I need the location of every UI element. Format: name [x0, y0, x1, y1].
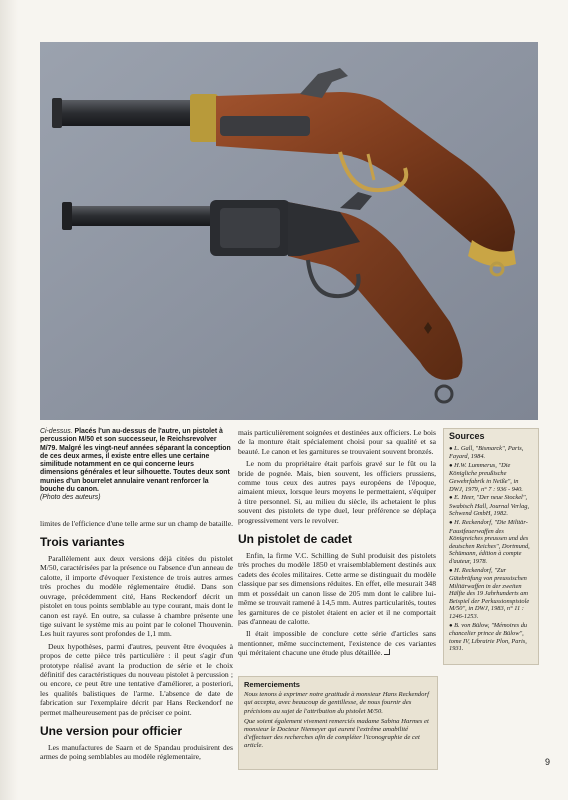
bullet-icon: ● — [449, 445, 455, 452]
paragraph-intro: limites de l'efficience d'une telle arme sur un champ de bataille. — [40, 518, 233, 528]
caption-credit: (Photo des auteurs) — [40, 494, 101, 502]
paragraph — [238, 629, 436, 657]
heading-pistolet-cadet: Un pistolet de cadet — [238, 532, 353, 547]
paragraph: Enfin, la firme V.C. Schilling de Suhl produisit des pistolets très proches du modèle 1850 et vraisemblablement destinés aux cadets des écoles militaires. Cette arme se distinguait du modèle classique par ses dimensions réduites. En effet, elle mesurait 348 mm et possédait un canon lisse de 205 mm dont le calibre lui-même se trouvait ramené à 14,5 mm. Autres particularités, toutes les garnitures de ce pistolet étaient en acier et il ne comportait pas d'anneau de calotte. — [238, 551, 436, 626]
bullet-icon: ● — [449, 622, 455, 629]
sources-title: Sources — [449, 431, 485, 441]
page-edge — [0, 0, 18, 800]
caption-body: Placés l'un au-dessus de l'autre, un pistolet à percussion M/50 et son successeur, le Reichsrevolver M/79. Malgré les vingt-neuf années séparant la conception de ces deux armes, il existe entre elles une certaine similitude notamment en ce qui concerne leurs dimensions générales et leur silhouette. Toutes deux sont munies d'un bourrelet annulaire venant renforcer la bouche du canon. — [40, 428, 231, 494]
end-of-article-mark — [384, 649, 390, 655]
source-item: ● E. Heer, "Der neue Stockel", Swabisch Hall, Journal Verlag, Schwend GmbH, 1982. — [449, 494, 530, 518]
acknowledgements-box — [238, 676, 438, 770]
bullet-icon: ● — [449, 567, 455, 574]
column-2 — [238, 428, 436, 661]
pistols-illustration — [40, 42, 538, 420]
source-item: ● B. von Bülow, "Mémoires du chancelier prince de Bülow", tome IV, Librairie Plon, Paris, 1931. — [449, 621, 528, 653]
paragraph: Parallèlement aux deux versions déjà citées du pistolet M/50, caractérisées par la présence ou l'absence d'un anneau de calotte, il importe d'évoquer l'existence de trois autres armes très proches du modèle réglementaire étudié. Dans son ouvrage, précédemment cité, Hans Reckendorf décrit un pistolet en tous points semblable au type courant, mais dont le canon est rayé. En outre, sa culasse à chambre présente une tige suivant le système mis au point par le colonel Thouvenin. Les huit rayures sont profondes de 1,1 mm. — [40, 554, 233, 639]
heading-trois-variantes: Trois variantes — [40, 535, 125, 550]
paragraph: Les manufactures de Saarn et de Spandau produisirent des armes de poing semblables au modèle réglementaire, — [40, 742, 233, 762]
source-item: ● H. Reckendorf, "Zur Gütebrüfung von preussischen Militärwaffen in der zweiten Hälfte des 19 Jahrhunderts am Beispiel der Perkussionspistole M/50", in DWJ, 1983, n° 11 : 1246-1253. — [449, 566, 530, 621]
bullet-icon: ● — [449, 495, 455, 502]
acknowledgements-paragraph: Nous tenons à exprimer notre gratitude à monsieur Hans Reckendorf qui accepta, avec beaucoup de gentillesse, de nous fournir des précisions au sujet de l'attribution du pistolet M/50. — [244, 691, 429, 715]
source-item: ● H.W. Lummerus, "Die Königliche preußische Gewehrfabrik in Neiße", in DWJ, 1979, n° 7 : 936 - 940. — [449, 461, 523, 493]
paragraph-text: Il était impossible de conclure cette série d'articles sans mentionner, même succinctement, l'existence de ces variantes qui méritaient chacune une étude plus détaillée. — [238, 629, 436, 658]
acknowledgements-paragraph: Que soient également vivement remerciés madame Sabina Harmes et monsieur le Docteur Niemeyer qui eurent l'extrême amabilité d'effectuer des recherches afin de compléter l'iconographie de cet article. — [244, 717, 429, 750]
acknowledgements-title: Remerciements — [244, 680, 300, 689]
source-item: ● H. Reckendorf, "Die Militär-Faustfeuerwaffen des Königreiches preussen und des deutschen Reiches", Dortmund, Schümann, édition à compte d'auteur, 1978. — [449, 518, 530, 565]
bullet-icon: ● — [449, 462, 455, 469]
paragraph: Deux hypothèses, parmi d'autres, peuvent être évoquées à propos de cette pièce très particulière : il peut s'agir d'un prototype réalisé avant la production de série et le choix définitif des caractéristiques du nouveau pistolet à percussion ; ou encore, ce peut être une tentative d'améliorer, a posteriori, les qualités balistiques de l'arme. L'absence de date de fabrication sur l'exemplaire décrit par Hans Reckendorf ne permet malheureusement pas de préciser ce point. — [40, 641, 233, 717]
sources-box — [443, 428, 539, 665]
bullet-icon: ● — [449, 519, 455, 526]
source-item: ● L. Gall, "Bismarck", Paris, Fayard, 1984. — [449, 444, 524, 461]
column-1 — [40, 428, 233, 765]
paragraph: Le nom du propriétaire était parfois gravé sur le fût ou la bride de pognée. Mais, bien souvent, les officiers prussiens, comme tous ceux des autres pays européens de l'époque, aimaient mieux, lorsque leurs moyens le permettaient, s'équiper à titre personnel. Si, au milieu du siècle, ils achetaient le plus souvent des pistolets de type duel, leur préférence se déplaça progressivement vers le revolver. — [238, 459, 436, 525]
photo-caption — [40, 428, 233, 503]
page-number: 9 — [545, 757, 551, 767]
heading-version-officier: Une version pour officier — [40, 723, 183, 738]
paragraph: mais particulièrement soignées et destinées aux officiers. Le bois de la monture était spécialement choisi pour sa qualité et sa beauté. Le canon et les garnitures se trouvaient souvent bronzés. — [238, 428, 436, 456]
caption-lead: Ci-dessus. — [40, 428, 73, 435]
pistols-photo — [40, 42, 538, 420]
